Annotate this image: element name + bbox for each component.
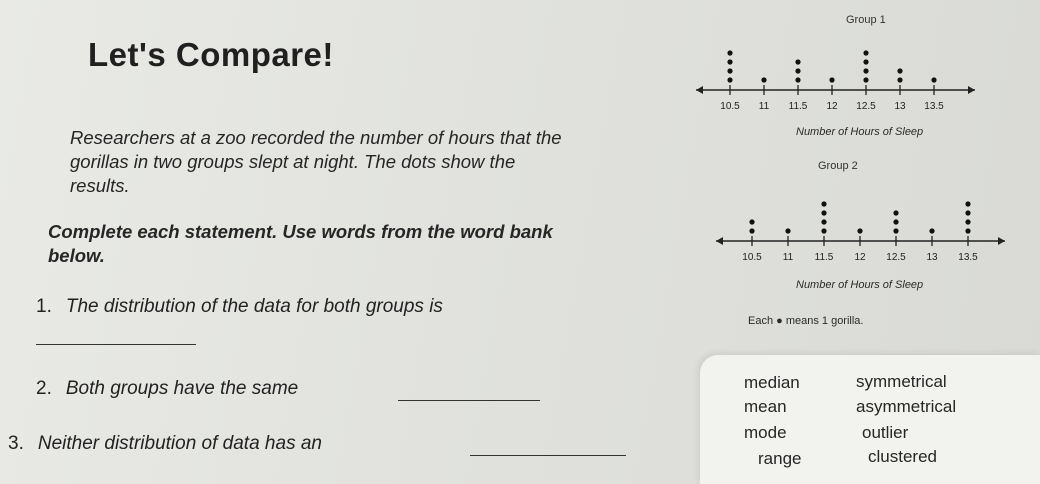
intro-line: results. xyxy=(70,175,130,196)
word-symmetrical[interactable]: symmetrical xyxy=(856,372,947,391)
data-dot xyxy=(727,77,732,82)
data-dot xyxy=(863,50,868,55)
data-dot xyxy=(897,77,902,82)
data-dot xyxy=(821,228,826,233)
data-dot xyxy=(727,59,732,64)
data-dot xyxy=(727,68,732,73)
tick-label: 12 xyxy=(854,252,866,263)
data-dot xyxy=(785,228,790,233)
dot-plot-group-2 xyxy=(716,201,1005,263)
data-dot xyxy=(821,201,826,206)
instruction-line: below. xyxy=(48,245,105,266)
word-median[interactable]: median xyxy=(744,373,800,392)
tick-label: 12.5 xyxy=(886,252,906,263)
instruction-line: Complete each statement. Use words from the word bank xyxy=(48,221,553,242)
data-dot xyxy=(863,68,868,73)
data-dot xyxy=(749,219,754,224)
tick-label: 12 xyxy=(826,101,838,112)
tick-label: 13 xyxy=(926,252,938,263)
group-1-title: Group 1 xyxy=(846,14,886,26)
data-dot xyxy=(857,228,862,233)
tick-label: 13.5 xyxy=(958,252,978,263)
group-2-axis-label: Number of Hours of Sleep xyxy=(796,279,924,291)
data-dot xyxy=(965,228,970,233)
legend-note: Each ● means 1 gorilla. xyxy=(748,315,864,327)
data-dot xyxy=(727,50,732,55)
question-number: 2. xyxy=(36,378,52,399)
intro-line: gorillas in two groups slept at night. The dots show the xyxy=(70,151,516,172)
data-dot xyxy=(795,77,800,82)
word-range[interactable]: range xyxy=(758,449,802,468)
question-text: Both groups have the same xyxy=(65,378,299,399)
word-clustered[interactable]: clustered xyxy=(868,447,937,466)
data-dot xyxy=(931,77,936,82)
data-dot xyxy=(761,77,766,82)
data-dot xyxy=(829,77,834,82)
intro-line: Researchers at a zoo recorded the number of hours that the xyxy=(70,127,562,148)
data-dot xyxy=(965,219,970,224)
left-arrow-icon xyxy=(696,86,703,94)
question-text: The distribution of the data for both groups is xyxy=(65,296,443,317)
group-2-title: Group 2 xyxy=(818,160,858,172)
tick-label: 12.5 xyxy=(856,101,876,112)
left-arrow-icon xyxy=(716,237,723,245)
group-1-axis-label: Number of Hours of Sleep xyxy=(796,126,924,138)
data-dot xyxy=(965,210,970,215)
right-arrow-icon xyxy=(968,86,975,94)
word-bank xyxy=(700,355,1040,484)
tick-label: 13.5 xyxy=(924,101,944,112)
tick-label: 11 xyxy=(758,101,770,112)
data-dot xyxy=(897,68,902,73)
data-dot xyxy=(863,77,868,82)
data-dot xyxy=(795,68,800,73)
data-dot xyxy=(863,59,868,64)
data-dot xyxy=(821,219,826,224)
word-mode[interactable]: mode xyxy=(744,423,787,442)
question-number: 1. xyxy=(36,296,52,317)
tick-label: 11.5 xyxy=(788,101,808,112)
data-dot xyxy=(893,210,898,215)
tick-label: 11.5 xyxy=(814,252,834,263)
data-dot xyxy=(965,201,970,206)
question-number: 3. xyxy=(8,433,24,454)
page-title: Let's Compare! xyxy=(88,36,334,73)
data-dot xyxy=(795,59,800,64)
question-text: Neither distribution of data has an xyxy=(37,433,322,454)
data-dot xyxy=(821,210,826,215)
tick-label: 13 xyxy=(894,101,906,112)
tick-label: 10.5 xyxy=(742,252,762,263)
data-dot xyxy=(749,228,754,233)
tick-label: 11 xyxy=(782,252,794,263)
word-outlier[interactable]: outlier xyxy=(862,423,909,442)
word-mean[interactable]: mean xyxy=(744,397,787,416)
data-dot xyxy=(893,228,898,233)
data-dot xyxy=(893,219,898,224)
word-asymmetrical[interactable]: asymmetrical xyxy=(856,397,957,416)
data-dot xyxy=(929,228,934,233)
dot-plot-group-1 xyxy=(696,50,975,112)
right-arrow-icon xyxy=(998,237,1005,245)
tick-label: 10.5 xyxy=(720,101,740,112)
